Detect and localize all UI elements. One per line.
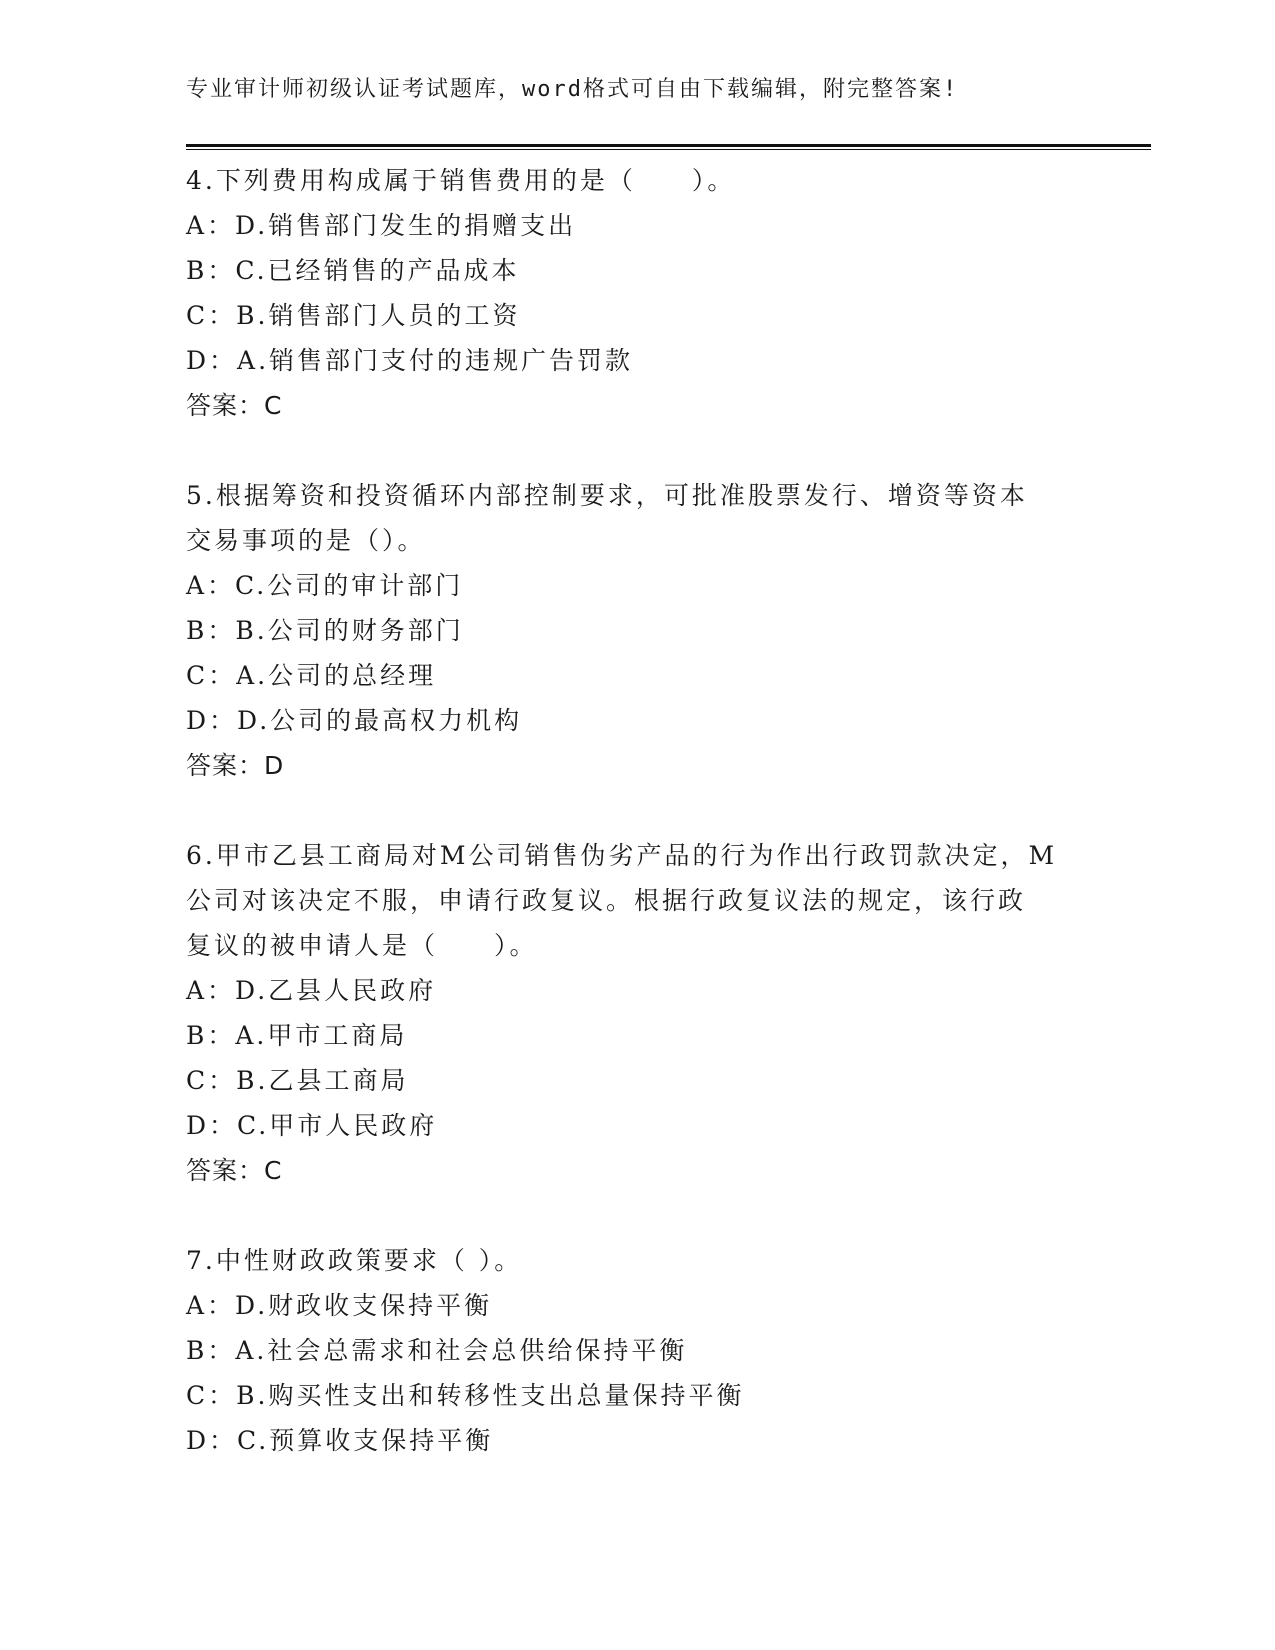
- option-a: A：D.财政收支保持平衡: [186, 1291, 493, 1320]
- option-b: B：A.社会总需求和社会总供给保持平衡: [186, 1336, 688, 1365]
- header-rule-thin: [186, 149, 1151, 150]
- question-stem: 6.甲市乙县工商局对M公司销售伪劣产品的行为作出行政罚款决定，M: [186, 841, 1058, 870]
- question-stem: 公司对该决定不服，申请行政复议。根据行政复议法的规定，该行政: [186, 886, 1027, 915]
- option-a: A：D.销售部门发生的捐赠支出: [186, 211, 577, 240]
- option-b: B：B.公司的财务部门: [186, 616, 464, 645]
- question-stem: 5.根据筹资和投资循环内部控制要求，可批准股票发行、增资等资本: [186, 481, 1028, 510]
- question-stem: 4.下列费用构成属于销售费用的是（ ）。: [186, 166, 736, 195]
- spacer: [186, 788, 1086, 833]
- question-block: [186, 833, 1086, 1193]
- question-stem: 交易事项的是（）。: [186, 526, 426, 555]
- option-d: D：A.销售部门支付的违规广告罚款: [186, 346, 634, 375]
- question-stem: 复议的被申请人是（ ）。: [186, 931, 538, 960]
- option-c: C：A.公司的总经理: [186, 661, 437, 690]
- answer-line: 答案：C: [186, 391, 283, 420]
- question-block: [186, 158, 1086, 428]
- page-header: 专业审计师初级认证考试题库，word格式可自由下载编辑，附完整答案!: [186, 77, 959, 102]
- answer-line: 答案：D: [186, 751, 285, 780]
- option-a: A：C.公司的审计部门: [186, 571, 464, 600]
- question-block: [186, 1238, 1086, 1463]
- answer-line: 答案：C: [186, 1156, 283, 1185]
- option-c: C：B.购买性支出和转移性支出总量保持平衡: [186, 1381, 745, 1410]
- option-d: D：D.公司的最高权力机构: [186, 706, 523, 735]
- option-c: C：B.销售部门人员的工资: [186, 301, 521, 330]
- option-b: B：C.已经销售的产品成本: [186, 256, 520, 285]
- option-b: B：A.甲市工商局: [186, 1021, 408, 1050]
- option-d: D：C.甲市人民政府: [186, 1111, 438, 1140]
- option-d: D：C.预算收支保持平衡: [186, 1426, 494, 1455]
- spacer: [186, 1193, 1086, 1238]
- question-stem: 7.中性财政政策要求（ ）。: [186, 1246, 523, 1275]
- option-a: A：D.乙县人民政府: [186, 976, 437, 1005]
- question-block: [186, 473, 1086, 788]
- question-list: [186, 158, 1086, 1463]
- header-rule-thick: [186, 144, 1151, 147]
- option-c: C：B.乙县工商局: [186, 1066, 409, 1095]
- spacer: [186, 428, 1086, 473]
